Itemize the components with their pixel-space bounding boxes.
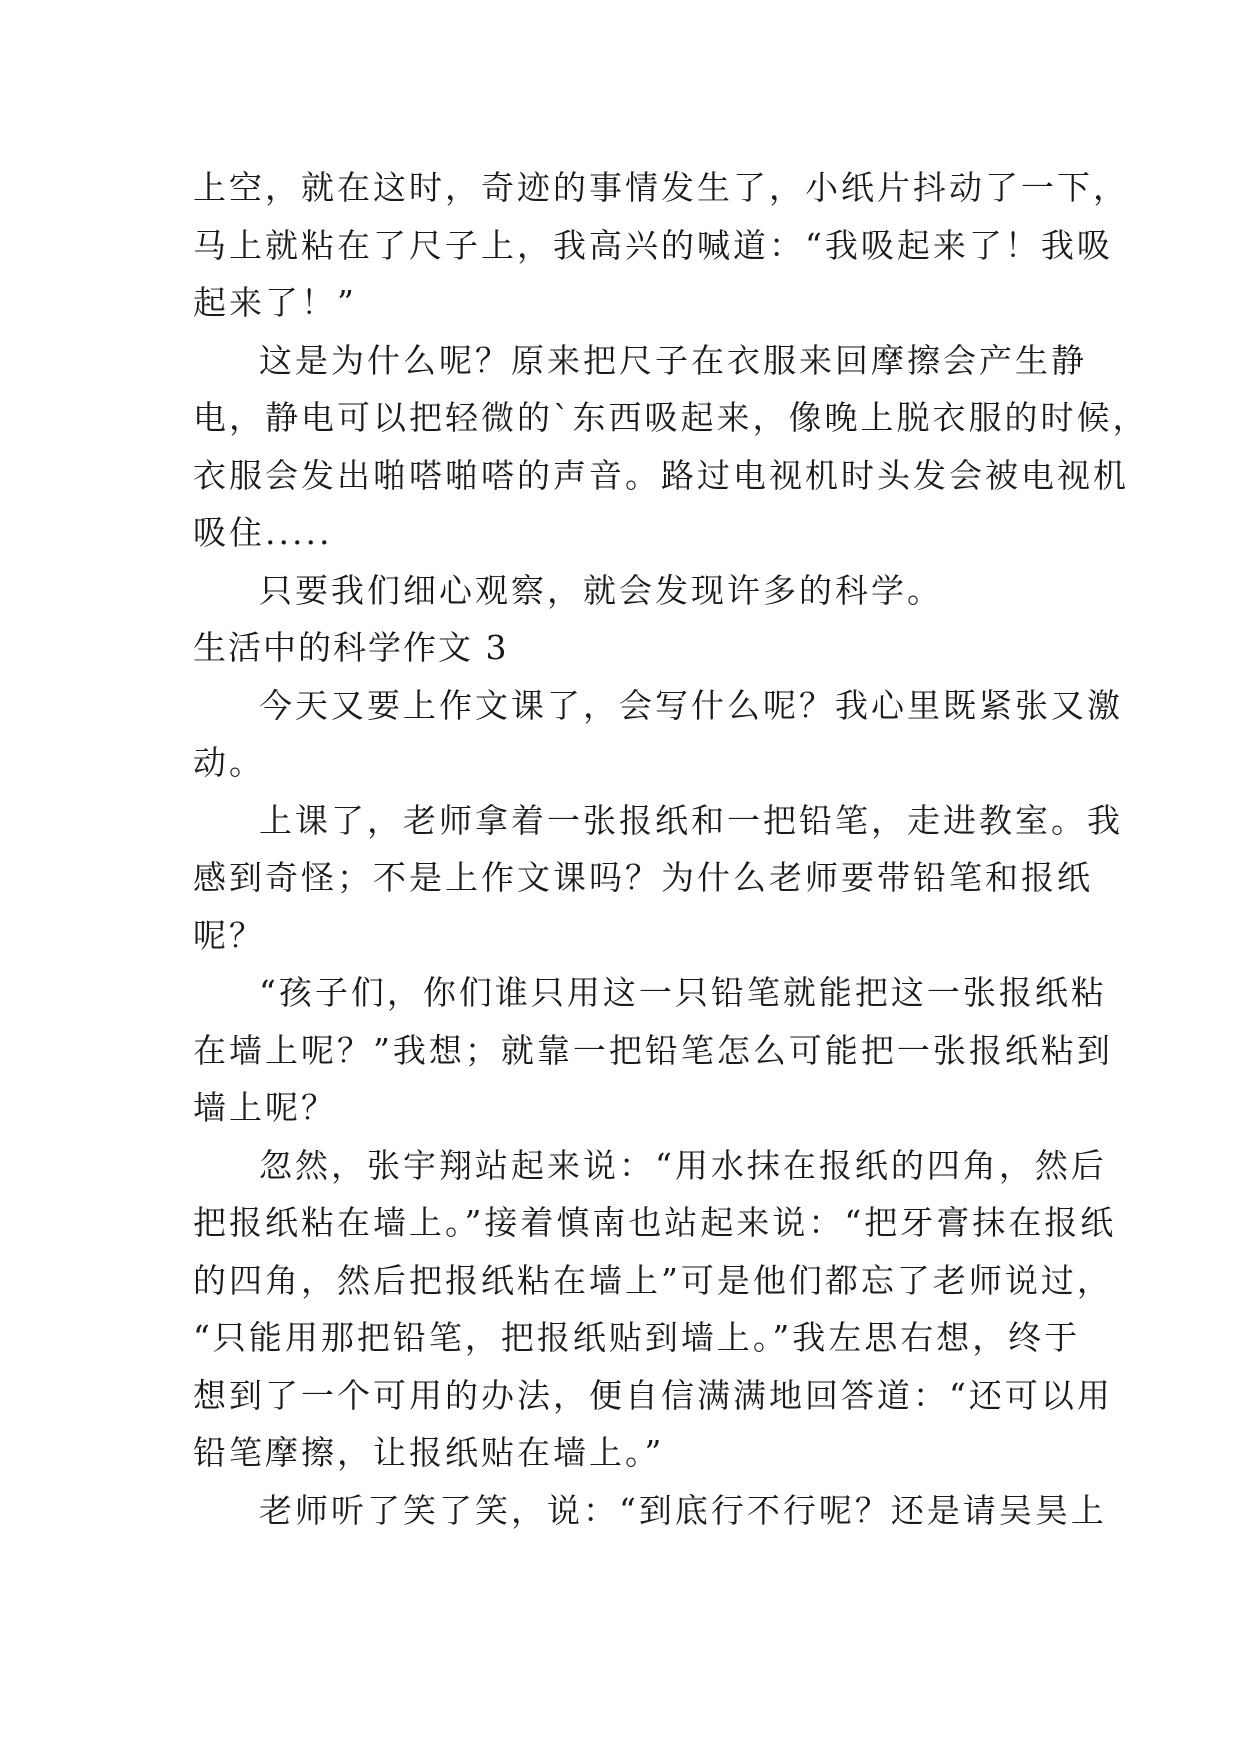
text-line: 电，静电可以把轻微的`东西吸起来，像晚上脱衣服的时候， (193, 398, 1149, 437)
text-line: 上空，就在这时，奇迹的事情发生了，小纸片抖动了一下， (193, 168, 1129, 207)
text-line: 把报纸粘在墙上。”接着慎南也站起来说：“把牙膏抹在报纸 (193, 1203, 1117, 1242)
document-body (193, 159, 1149, 1539)
text-line: 墙上呢？ (193, 1088, 337, 1127)
text-line: 的四角，然后把报纸粘在墙上”可是他们都忘了老师说过， (193, 1260, 1113, 1300)
paragraph-start-line: 只要我们细心观察，就会发现许多的科学。 (259, 570, 943, 610)
text-line: 起来了！” (193, 283, 357, 322)
text-line: “只能用那把铅笔，把报纸贴到墙上。”我左思右想，终于 (193, 1318, 1081, 1357)
text-line: 吸住..... (193, 513, 333, 552)
text-line: 想到了一个可用的办法，便自信满满地回答道：“还可以用 (193, 1375, 1113, 1415)
text-line: 呢？ (193, 915, 265, 955)
text-line: 动。 (193, 743, 265, 782)
paragraph-start-line: 今天又要上作文课了，会写什么呢？我心里既紧张又激 (259, 685, 1123, 725)
paragraph-start-line: 老师听了笑了笑，说：“到底行不行呢？还是请吴昊上 (259, 1490, 1107, 1530)
text-line: 在墙上呢？”我想；就靠一把铅笔怎么可能把一张报纸粘到 (193, 1030, 1113, 1070)
paragraph-start-line: “孩子们，你们谁只用这一只铅笔就能把这一张报纸粘 (259, 973, 1107, 1012)
paragraph-start-line: 上课了，老师拿着一张报纸和一把铅笔，走进教室。我 (259, 800, 1123, 840)
paragraph-start-line: 忽然，张宇翔站起来说：“用水抹在报纸的四角，然后 (259, 1145, 1107, 1185)
text-line: 感到奇怪；不是上作文课吗？为什么老师要带铅笔和报纸 (193, 858, 1093, 897)
section-heading: 生活中的科学作文 3 (193, 628, 509, 667)
text-line: 马上就粘在了尺子上，我高兴的喊道：“我吸起来了！我吸 (193, 225, 1113, 265)
text-line: 铅笔摩擦，让报纸贴在墙上。” (193, 1433, 665, 1472)
text-line: 衣服会发出啪嗒啪嗒的声音。路过电视机时头发会被电视机 (193, 455, 1129, 495)
paragraph-start-line: 这是为什么呢？原来把尺子在衣服来回摩擦会产生静 (259, 340, 1087, 380)
